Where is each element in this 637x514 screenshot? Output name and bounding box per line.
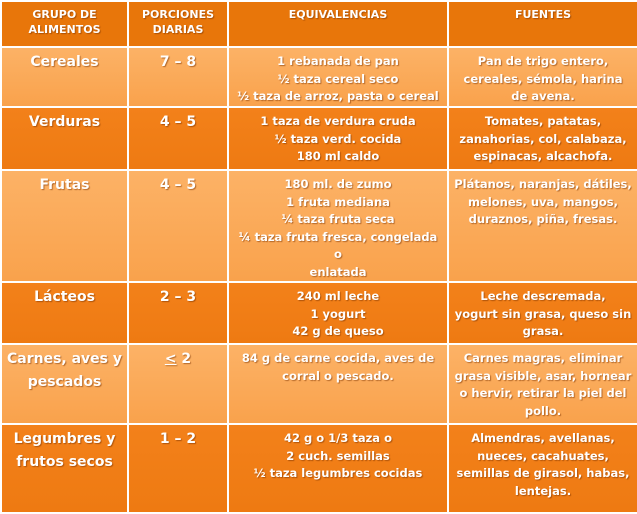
header-row [1, 1, 637, 47]
row-legumbres [1, 424, 637, 513]
header-group: GRUPO DE ALIMENTOS [1, 1, 128, 47]
row-carnes [1, 344, 637, 424]
equivalences-cell: 1 taza de verdura cruda ½ taza verd. cocida 180 ml caldo [228, 107, 448, 170]
group-cell: Frutas [1, 170, 128, 282]
group-cell: Cereales [1, 47, 128, 107]
less-than-symbol: < [164, 351, 177, 367]
row-verduras [1, 107, 637, 170]
sources-cell: Almendras, avellanas, nueces, cacahuates, semillas de girasol, habas, lentejas. [448, 424, 637, 513]
sources-cell: Carnes magras, eliminar grasa visible, asar, hornear o hervir, retirar la piel del pollo. [448, 344, 637, 424]
equivalences-cell: 240 ml leche 1 yogurt 42 g de queso [228, 282, 448, 344]
portions-cell: 4 – 5 [128, 107, 228, 170]
row-cereales [1, 47, 637, 107]
row-frutas [1, 170, 637, 282]
sources-cell: Tomates, patatas, zanahorias, col, calabaza, espinacas, alcachofa. [448, 107, 637, 170]
header-equivalences: EQUIVALENCIAS [228, 1, 448, 47]
portions-cell: < 2 [128, 344, 228, 424]
portions-cell: 2 – 3 [128, 282, 228, 344]
sources-cell: Pan de trigo entero, cereales, sémola, harina de avena. [448, 47, 637, 107]
equivalences-cell: 1 rebanada de pan ½ taza cereal seco ½ taza de arroz, pasta o cereal [228, 47, 448, 107]
header-portions: PORCIONES DIARIAS [128, 1, 228, 47]
group-cell: Carnes, aves y pescados [1, 344, 128, 424]
equivalences-cell: 42 g o 1/3 taza o 2 cuch. semillas ½ taza legumbres cocidas [228, 424, 448, 513]
equivalences-cell: 84 g de carne cocida, aves de corral o pescado. [228, 344, 448, 424]
sources-cell: Leche descremada, yogurt sin grasa, queso sin grasa. [448, 282, 637, 344]
group-cell: Verduras [1, 107, 128, 170]
portions-cell: 1 – 2 [128, 424, 228, 513]
sources-cell: Plátanos, naranjas, dátiles, melones, uva, mangos, duraznos, piña, fresas. [448, 170, 637, 282]
header-sources: FUENTES [448, 1, 637, 47]
equivalences-cell: 180 ml. de zumo 1 fruta mediana ¼ taza fruta seca ¼ taza fruta fresca, congelada o enlatada [228, 170, 448, 282]
row-lacteos [1, 282, 637, 344]
group-cell: Legumbres y frutos secos [1, 424, 128, 513]
portions-cell: 7 – 8 [128, 47, 228, 107]
portions-cell: 4 – 5 [128, 170, 228, 282]
group-cell: Lácteos [1, 282, 128, 344]
